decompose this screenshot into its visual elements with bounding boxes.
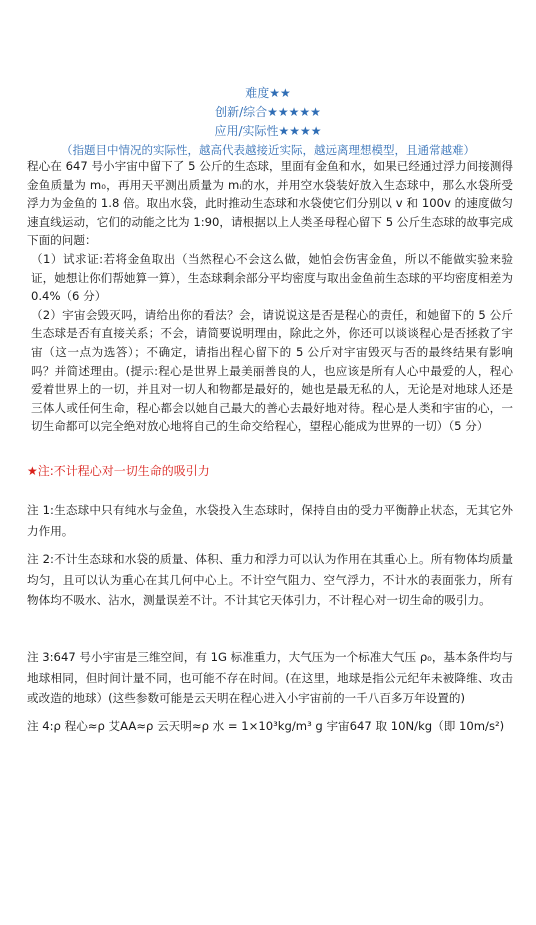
note-3: 注 3:647 号小宇宙是三维空间，有 1G 标准重力，大气压为一个标准大气压 ρ₀，基本条件均与地球相同，但时间计量不同，也可能不存在时间。(在这里，地球是指公元纪年未被降维、攻击或改造的地球）(这些参数可能是云天明在程心进入小宇宙前的一千八百多万年设置的) [27,650,513,705]
problem-intro: 程心在 647 号小宇宙中留下了 5 公斤的生态球，里面有金鱼和水，如果已经通过浮力间接测得金鱼质量为 m₀，再用天平测出质量为 mᵢ的水，并用空水袋装好放入生态球中，那么水袋所受浮力为金鱼的 1.8 倍。取出水袋，此时推动生态球和水袋使它们分别以 v 和 100v 的速度做匀速直线运动，它们的动能之比为 1:90，请根据以上人类圣母程心留下 5 公斤生态球的故事完成下面的问题： [27,159,513,248]
note-heading: ★注:不计程心对一切生命的吸引力 [27,464,210,478]
note-4: 注 4:ρ 程心≈ρ 艾AA≈ρ 云天明≈ρ 水 = 1×10³kg/m³ g 宇宙647 取 10N/kg（即 10m/s²) [27,719,505,733]
innovation-rating: 创新/综合★★★★★ [215,105,321,119]
problem-body [27,157,513,436]
practicality-hint: （指题目中情况的实际性，越高代表越接近实际，越远离理想模型，且通常越难） [61,143,475,157]
difficulty-rating: 难度★★ [245,86,291,100]
rating-block [0,84,536,160]
note-1: 注 1:生态球中只有纯水与金鱼，水袋投入生态球时，保持自由的受力平衡静止状态，无其它外力作用。 [27,503,513,538]
question-1: （1）试求证:若将金鱼取出（当然程心不会这么做，她怕会伤害金鱼，所以不能做实验来验证，她想让你们帮她算一算），生态球剩余部分平均密度与取出金鱼前生态球的平均密度相差为 0.4%（6 分） [31,251,513,304]
note-2: 注 2:不计生态球和水袋的质量、体积、重力和浮力可以认为作用在其重心上。所有物体均质量均匀，且可以认为重心在其几何中心上。不计空气阻力、空气浮力，不计水的表面张力，所有物体均不吸水、沾水，测量误差不计。不计其它天体引力，不计程心对一切生命的吸引力。 [27,552,513,607]
question-2: （2）宇宙会毁灭吗，请给出你的看法？会，请说说这是否是程心的责任，和她留下的 5 公斤生态球是否有直接关系；不会，请简要说明理由，除此之外，你还可以谈谈程心是否拯救了宇宙（这一点为选答）；不确定，请指出程心留下的 5 公斤对宇宙毁灭与否的最终结果有影响吗？并简述理由。(提示:程心是世界上最美丽善良的人，也应该是所有人心中最爱的人，程心爱着世界上的一切，并且对一切人和物都是最好的，她也是最无私的人，无论是对地球人还是三体人或任何生命，程心都会以她自己最大的善心去最好地对待。程心是人类和宇宙的心，一切生命都可以完全绝对放心地将自己的生命交给程心，望程心能成为世界的一切）（5 分） [31,307,513,434]
practicality-rating: 应用/实际性★★★★ [214,124,322,138]
